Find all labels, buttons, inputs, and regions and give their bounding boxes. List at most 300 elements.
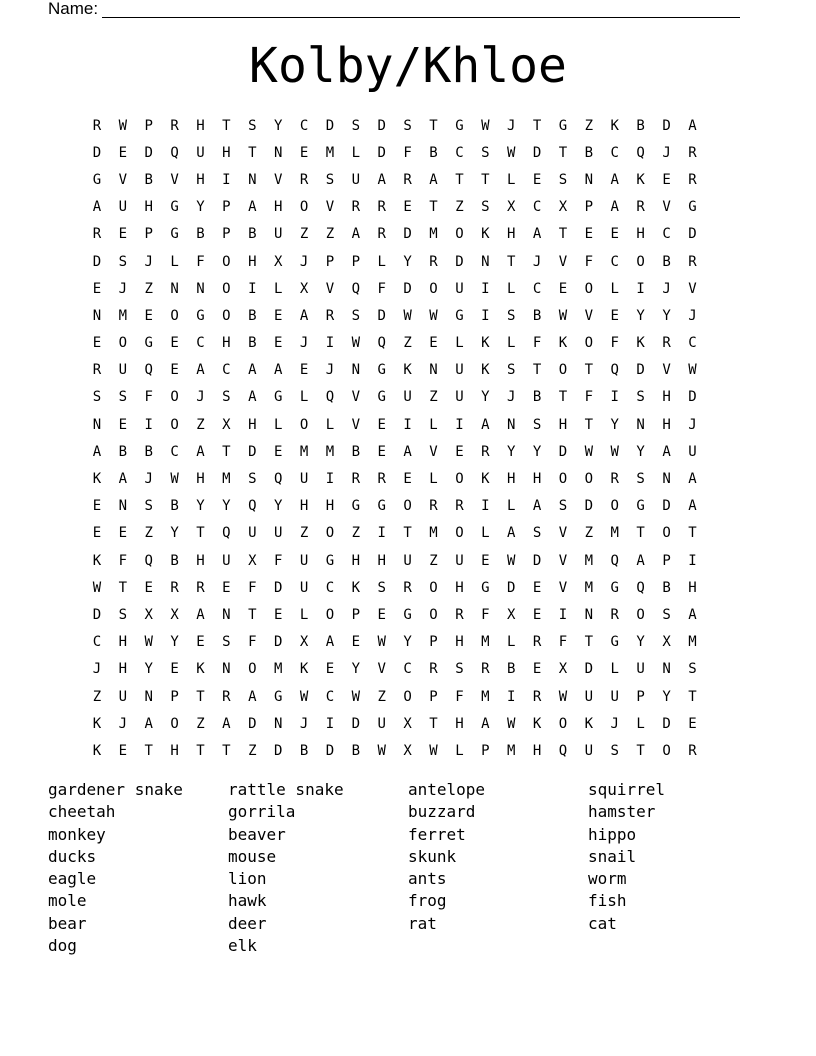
grid-letter[interactable]: O — [662, 742, 671, 759]
grid-letter[interactable]: Z — [455, 199, 464, 216]
grid-letter[interactable]: K — [584, 715, 594, 732]
grid-letter[interactable]: C — [610, 144, 619, 161]
grid-letter[interactable]: V — [558, 525, 568, 542]
grid-letter[interactable]: Y — [351, 661, 361, 678]
grid-letter[interactable]: P — [325, 253, 335, 270]
grid-letter[interactable]: O — [662, 525, 671, 542]
grid-letter[interactable]: J — [118, 715, 128, 732]
grid-letter[interactable]: R — [299, 171, 309, 188]
grid-letter[interactable]: V — [170, 171, 179, 188]
grid-letter[interactable]: S — [248, 117, 257, 134]
grid-letter[interactable]: H — [144, 199, 153, 216]
grid-letter[interactable]: D — [273, 742, 283, 759]
grid-letter[interactable]: T — [688, 525, 697, 542]
grid-letter[interactable]: H — [325, 498, 335, 515]
grid-letter[interactable]: S — [636, 471, 645, 488]
grid-letter[interactable]: Y — [170, 634, 179, 651]
grid-letter[interactable]: Z — [429, 552, 438, 569]
grid-letter[interactable]: O — [429, 280, 438, 297]
grid-letter[interactable]: G — [455, 117, 464, 134]
grid-letter[interactable]: U — [584, 688, 594, 705]
grid-letter[interactable]: L — [506, 171, 516, 188]
grid-letter[interactable]: U — [299, 471, 309, 488]
grid-letter[interactable]: A — [248, 389, 257, 406]
grid-letter[interactable]: D — [662, 498, 671, 515]
grid-letter[interactable]: E — [92, 525, 102, 542]
grid-letter[interactable]: D — [584, 498, 594, 515]
grid-letter[interactable]: M — [481, 634, 490, 651]
grid-letter[interactable]: R — [196, 579, 205, 596]
grid-letter[interactable]: X — [144, 606, 153, 623]
grid-letter[interactable]: S — [403, 117, 412, 134]
grid-letter[interactable]: T — [455, 171, 464, 188]
grid-letter[interactable]: T — [196, 525, 205, 542]
grid-letter[interactable]: E — [532, 171, 542, 188]
grid-letter[interactable]: E — [403, 199, 412, 216]
grid-letter[interactable]: I — [325, 471, 335, 488]
grid-letter[interactable]: S — [481, 144, 490, 161]
grid-letter[interactable]: J — [688, 307, 697, 324]
grid-letter[interactable]: G — [610, 634, 619, 651]
grid-letter[interactable]: O — [584, 280, 594, 297]
grid-letter[interactable]: K — [92, 715, 102, 732]
grid-letter[interactable]: M — [481, 688, 490, 705]
grid-letter[interactable]: M — [118, 307, 128, 324]
grid-letter[interactable]: Z — [429, 389, 438, 406]
grid-letter[interactable]: R — [403, 171, 412, 188]
grid-letter[interactable]: O — [118, 335, 128, 352]
grid-letter[interactable]: H — [273, 199, 283, 216]
grid-letter[interactable]: B — [351, 443, 361, 460]
grid-letter[interactable]: P — [429, 688, 438, 705]
grid-letter[interactable]: X — [558, 199, 568, 216]
grid-letter[interactable]: G — [455, 307, 464, 324]
grid-letter[interactable]: R — [92, 117, 102, 134]
grid-letter[interactable]: E — [610, 307, 619, 324]
grid-letter[interactable]: E — [92, 498, 102, 515]
grid-letter[interactable]: M — [584, 552, 594, 569]
grid-letter[interactable]: X — [299, 634, 309, 651]
grid-letter[interactable]: D — [403, 226, 412, 243]
grid-letter[interactable]: E — [170, 661, 179, 678]
grid-letter[interactable]: T — [222, 443, 231, 460]
grid-letter[interactable]: R — [455, 498, 464, 515]
grid-letter[interactable]: T — [144, 742, 153, 759]
grid-letter[interactable]: J — [610, 715, 619, 732]
grid-letter[interactable]: T — [248, 606, 257, 623]
grid-letter[interactable]: D — [688, 226, 697, 243]
grid-letter[interactable]: M — [273, 661, 283, 678]
grid-letter[interactable]: J — [688, 416, 697, 433]
grid-letter[interactable]: U — [248, 525, 257, 542]
grid-letter[interactable]: H — [222, 335, 231, 352]
grid-letter[interactable]: I — [248, 280, 257, 297]
grid-letter[interactable]: O — [455, 226, 464, 243]
grid-letter[interactable]: W — [558, 688, 568, 705]
grid-letter[interactable]: V — [662, 362, 671, 379]
grid-letter[interactable]: E — [403, 471, 412, 488]
grid-letter[interactable]: B — [429, 144, 438, 161]
grid-letter[interactable]: F — [455, 688, 464, 705]
grid-letter[interactable]: S — [248, 471, 257, 488]
grid-letter[interactable]: B — [144, 443, 153, 460]
grid-letter[interactable]: Y — [662, 307, 671, 324]
grid-letter[interactable]: B — [170, 498, 179, 515]
grid-letter[interactable]: A — [688, 471, 697, 488]
grid-letter[interactable]: E — [377, 443, 386, 460]
grid-letter[interactable]: E — [273, 335, 283, 352]
grid-letter[interactable]: E — [170, 335, 179, 352]
grid-letter[interactable]: W — [429, 307, 438, 324]
grid-letter[interactable]: G — [170, 199, 179, 216]
grid-letter[interactable]: U — [196, 144, 205, 161]
grid-letter[interactable]: E — [222, 579, 231, 596]
grid-letter[interactable]: R — [222, 688, 231, 705]
grid-letter[interactable]: Z — [196, 416, 205, 433]
grid-letter[interactable]: B — [118, 443, 128, 460]
grid-letter[interactable]: T — [558, 226, 568, 243]
grid-letter[interactable]: K — [92, 552, 102, 569]
grid-letter[interactable]: W — [429, 742, 438, 759]
grid-letter[interactable]: K — [299, 661, 309, 678]
grid-letter[interactable]: D — [662, 715, 671, 732]
grid-letter[interactable]: F — [584, 253, 594, 270]
grid-letter[interactable]: H — [118, 661, 128, 678]
grid-letter[interactable]: W — [688, 362, 697, 379]
grid-letter[interactable]: R — [688, 742, 697, 759]
grid-letter[interactable]: T — [222, 742, 231, 759]
grid-letter[interactable]: X — [558, 661, 568, 678]
grid-letter[interactable]: S — [118, 389, 128, 406]
grid-letter[interactable]: Z — [144, 525, 153, 542]
grid-letter[interactable]: R — [403, 579, 412, 596]
grid-letter[interactable]: K — [610, 117, 619, 134]
grid-letter[interactable]: Z — [196, 715, 205, 732]
grid-letter[interactable]: A — [506, 525, 516, 542]
grid-letter[interactable]: R — [377, 471, 386, 488]
grid-letter[interactable]: J — [532, 253, 542, 270]
grid-letter[interactable]: S — [558, 171, 568, 188]
grid-letter[interactable]: B — [196, 226, 205, 243]
grid-letter[interactable]: E — [92, 280, 102, 297]
grid-letter[interactable]: T — [403, 525, 412, 542]
grid-letter[interactable]: T — [636, 742, 645, 759]
grid-letter[interactable]: W — [92, 579, 102, 596]
grid-letter[interactable]: L — [506, 498, 516, 515]
grid-letter[interactable]: R — [351, 199, 361, 216]
grid-letter[interactable]: E — [558, 280, 568, 297]
grid-letter[interactable]: E — [481, 552, 490, 569]
grid-letter[interactable]: D — [144, 144, 153, 161]
grid-letter[interactable]: D — [377, 117, 386, 134]
grid-letter[interactable]: G — [170, 226, 179, 243]
grid-letter[interactable]: Z — [584, 117, 594, 134]
grid-letter[interactable]: E — [273, 307, 283, 324]
grid-letter[interactable]: D — [688, 389, 697, 406]
grid-letter[interactable]: Y — [481, 389, 490, 406]
grid-letter[interactable]: L — [429, 416, 438, 433]
grid-letter[interactable]: V — [325, 199, 335, 216]
grid-letter[interactable]: W — [377, 634, 386, 651]
grid-letter[interactable]: Q — [325, 389, 335, 406]
grid-letter[interactable]: R — [325, 307, 335, 324]
grid-letter[interactable]: E — [610, 226, 619, 243]
grid-letter[interactable]: M — [688, 634, 697, 651]
grid-letter[interactable]: K — [351, 579, 361, 596]
grid-letter[interactable]: Y — [403, 634, 412, 651]
grid-letter[interactable]: U — [273, 226, 283, 243]
grid-letter[interactable]: R — [429, 661, 438, 678]
grid-letter[interactable]: L — [455, 742, 464, 759]
grid-letter[interactable]: Q — [377, 335, 386, 352]
grid-letter[interactable]: R — [481, 443, 490, 460]
grid-letter[interactable]: R — [532, 688, 542, 705]
grid-letter[interactable]: R — [92, 362, 102, 379]
grid-letter[interactable]: T — [118, 579, 128, 596]
grid-letter[interactable]: D — [248, 443, 257, 460]
grid-letter[interactable]: Y — [506, 443, 516, 460]
grid-letter[interactable]: G — [377, 498, 386, 515]
grid-letter[interactable]: W — [584, 443, 594, 460]
grid-letter[interactable]: M — [429, 226, 438, 243]
grid-letter[interactable]: N — [222, 661, 231, 678]
grid-letter[interactable]: G — [610, 579, 619, 596]
grid-letter[interactable]: N — [273, 715, 283, 732]
grid-letter[interactable]: G — [558, 117, 568, 134]
grid-letter[interactable]: Y — [273, 117, 283, 134]
grid-letter[interactable]: I — [688, 552, 697, 569]
grid-letter[interactable]: G — [636, 498, 645, 515]
grid-letter[interactable]: W — [403, 307, 412, 324]
grid-letter[interactable]: T — [532, 117, 542, 134]
grid-letter[interactable]: F — [196, 253, 205, 270]
grid-letter[interactable]: Y — [636, 443, 645, 460]
grid-letter[interactable]: H — [455, 715, 464, 732]
grid-letter[interactable]: Y — [144, 661, 153, 678]
grid-letter[interactable]: J — [118, 280, 128, 297]
grid-letter[interactable]: D — [403, 280, 412, 297]
grid-letter[interactable]: Y — [532, 443, 542, 460]
grid-letter[interactable]: Z — [248, 742, 257, 759]
grid-letter[interactable]: U — [118, 199, 128, 216]
grid-letter[interactable]: G — [351, 498, 361, 515]
grid-letter[interactable]: D — [248, 715, 257, 732]
grid-letter[interactable]: R — [92, 226, 102, 243]
grid-letter[interactable]: A — [403, 443, 412, 460]
grid-letter[interactable]: H — [299, 498, 309, 515]
grid-letter[interactable]: U — [610, 688, 619, 705]
grid-letter[interactable]: K — [532, 715, 542, 732]
grid-letter[interactable]: K — [481, 226, 490, 243]
grid-letter[interactable]: W — [506, 144, 516, 161]
grid-letter[interactable]: Z — [351, 525, 361, 542]
grid-letter[interactable]: O — [610, 498, 619, 515]
grid-letter[interactable]: A — [377, 171, 386, 188]
grid-letter[interactable]: A — [481, 715, 490, 732]
grid-letter[interactable]: Q — [636, 579, 645, 596]
grid-letter[interactable]: K — [558, 335, 568, 352]
grid-letter[interactable]: K — [636, 171, 645, 188]
grid-letter[interactable]: H — [196, 552, 205, 569]
grid-letter[interactable]: A — [532, 498, 542, 515]
grid-letter[interactable]: E — [273, 606, 283, 623]
grid-letter[interactable]: D — [377, 307, 386, 324]
grid-letter[interactable]: L — [481, 525, 490, 542]
grid-letter[interactable]: A — [248, 362, 257, 379]
grid-letter[interactable]: A — [248, 688, 257, 705]
grid-letter[interactable]: W — [558, 307, 568, 324]
grid-letter[interactable]: R — [688, 253, 697, 270]
grid-letter[interactable]: H — [196, 171, 205, 188]
grid-letter[interactable]: W — [377, 742, 386, 759]
grid-letter[interactable]: P — [222, 226, 231, 243]
grid-letter[interactable]: C — [92, 634, 102, 651]
grid-letter[interactable]: P — [481, 742, 490, 759]
grid-letter[interactable]: H — [196, 117, 205, 134]
grid-letter[interactable]: N — [351, 362, 361, 379]
grid-letter[interactable]: Q — [222, 525, 231, 542]
grid-letter[interactable]: A — [481, 416, 490, 433]
grid-letter[interactable]: Y — [196, 199, 205, 216]
grid-letter[interactable]: A — [144, 715, 153, 732]
grid-letter[interactable]: O — [325, 525, 335, 542]
grid-letter[interactable]: N — [170, 280, 179, 297]
grid-letter[interactable]: D — [636, 362, 645, 379]
grid-letter[interactable]: U — [455, 280, 464, 297]
grid-letter[interactable]: N — [92, 307, 102, 324]
grid-letter[interactable]: W — [299, 688, 309, 705]
grid-letter[interactable]: T — [636, 525, 645, 542]
grid-letter[interactable]: Y — [403, 253, 412, 270]
grid-letter[interactable]: K — [481, 362, 490, 379]
grid-letter[interactable]: K — [636, 335, 645, 352]
grid-letter[interactable]: A — [429, 171, 438, 188]
grid-letter[interactable]: W — [610, 443, 619, 460]
grid-letter[interactable]: T — [481, 171, 490, 188]
grid-letter[interactable]: B — [299, 742, 309, 759]
grid-letter[interactable]: Y — [610, 416, 619, 433]
grid-letter[interactable]: R — [377, 199, 386, 216]
grid-letter[interactable]: N — [636, 416, 645, 433]
grid-letter[interactable]: O — [584, 471, 594, 488]
grid-letter[interactable]: T — [196, 688, 205, 705]
grid-letter[interactable]: T — [222, 117, 231, 134]
grid-letter[interactable]: W — [481, 117, 490, 134]
grid-letter[interactable]: P — [636, 688, 645, 705]
grid-letter[interactable]: U — [222, 552, 231, 569]
grid-letter[interactable]: M — [584, 579, 594, 596]
grid-letter[interactable]: E — [532, 579, 542, 596]
grid-letter[interactable]: G — [688, 199, 697, 216]
grid-letter[interactable]: X — [248, 552, 257, 569]
grid-letter[interactable]: G — [92, 171, 102, 188]
grid-letter[interactable]: J — [299, 253, 309, 270]
grid-letter[interactable]: N — [662, 661, 671, 678]
grid-letter[interactable]: G — [325, 552, 335, 569]
grid-letter[interactable]: L — [610, 280, 619, 297]
grid-letter[interactable]: G — [196, 307, 205, 324]
grid-letter[interactable]: E — [377, 606, 386, 623]
grid-letter[interactable]: Q — [636, 144, 645, 161]
grid-letter[interactable]: J — [144, 471, 153, 488]
grid-letter[interactable]: E — [118, 525, 128, 542]
grid-letter[interactable]: Q — [144, 362, 153, 379]
grid-letter[interactable]: V — [429, 443, 438, 460]
grid-letter[interactable]: S — [688, 661, 697, 678]
grid-letter[interactable]: D — [506, 579, 516, 596]
grid-letter[interactable]: A — [222, 715, 231, 732]
grid-letter[interactable]: F — [248, 634, 257, 651]
grid-letter[interactable]: A — [532, 226, 542, 243]
grid-letter[interactable]: V — [662, 199, 671, 216]
grid-letter[interactable]: R — [688, 144, 697, 161]
grid-letter[interactable]: I — [481, 498, 490, 515]
grid-letter[interactable]: K — [196, 661, 205, 678]
grid-letter[interactable]: A — [196, 606, 205, 623]
grid-letter[interactable]: P — [144, 226, 153, 243]
grid-letter[interactable]: A — [351, 226, 361, 243]
grid-letter[interactable]: C — [196, 335, 205, 352]
grid-letter[interactable]: S — [351, 307, 361, 324]
grid-letter[interactable]: L — [506, 280, 516, 297]
grid-letter[interactable]: Y — [222, 498, 231, 515]
grid-letter[interactable]: S — [222, 389, 231, 406]
grid-letter[interactable]: A — [688, 117, 697, 134]
grid-letter[interactable]: R — [429, 498, 438, 515]
grid-letter[interactable]: L — [273, 416, 283, 433]
grid-letter[interactable]: B — [248, 226, 257, 243]
grid-letter[interactable]: P — [584, 199, 594, 216]
grid-letter[interactable]: Y — [196, 498, 205, 515]
grid-letter[interactable]: E — [351, 634, 361, 651]
grid-letter[interactable]: S — [455, 661, 464, 678]
grid-letter[interactable]: A — [688, 498, 697, 515]
grid-letter[interactable]: M — [429, 525, 438, 542]
grid-letter[interactable]: X — [506, 606, 516, 623]
grid-letter[interactable]: O — [584, 335, 594, 352]
grid-letter[interactable]: I — [481, 280, 490, 297]
grid-letter[interactable]: O — [248, 661, 257, 678]
grid-letter[interactable]: L — [170, 253, 179, 270]
grid-letter[interactable]: V — [558, 579, 568, 596]
grid-letter[interactable]: D — [455, 253, 464, 270]
grid-letter[interactable]: A — [273, 362, 283, 379]
grid-letter[interactable]: V — [584, 307, 594, 324]
grid-letter[interactable]: P — [351, 253, 361, 270]
grid-letter[interactable]: I — [506, 688, 516, 705]
grid-letter[interactable]: O — [558, 362, 568, 379]
grid-letter[interactable]: D — [377, 144, 386, 161]
grid-letter[interactable]: I — [558, 606, 568, 623]
grid-letter[interactable]: Z — [584, 525, 594, 542]
grid-letter[interactable]: R — [481, 661, 490, 678]
grid-letter[interactable]: P — [351, 606, 361, 623]
grid-letter[interactable]: A — [636, 552, 645, 569]
grid-letter[interactable]: N — [584, 606, 594, 623]
grid-letter[interactable]: X — [299, 280, 309, 297]
grid-letter[interactable]: C — [532, 280, 542, 297]
grid-letter[interactable]: T — [584, 416, 594, 433]
grid-letter[interactable]: V — [558, 552, 568, 569]
grid-letter[interactable]: E — [144, 579, 153, 596]
grid-letter[interactable]: D — [351, 715, 361, 732]
grid-letter[interactable]: Q — [558, 742, 568, 759]
grid-letter[interactable]: Z — [325, 226, 335, 243]
grid-letter[interactable]: H — [455, 634, 464, 651]
grid-letter[interactable]: E — [118, 416, 128, 433]
grid-letter[interactable]: L — [429, 471, 438, 488]
grid-letter[interactable]: L — [455, 335, 464, 352]
